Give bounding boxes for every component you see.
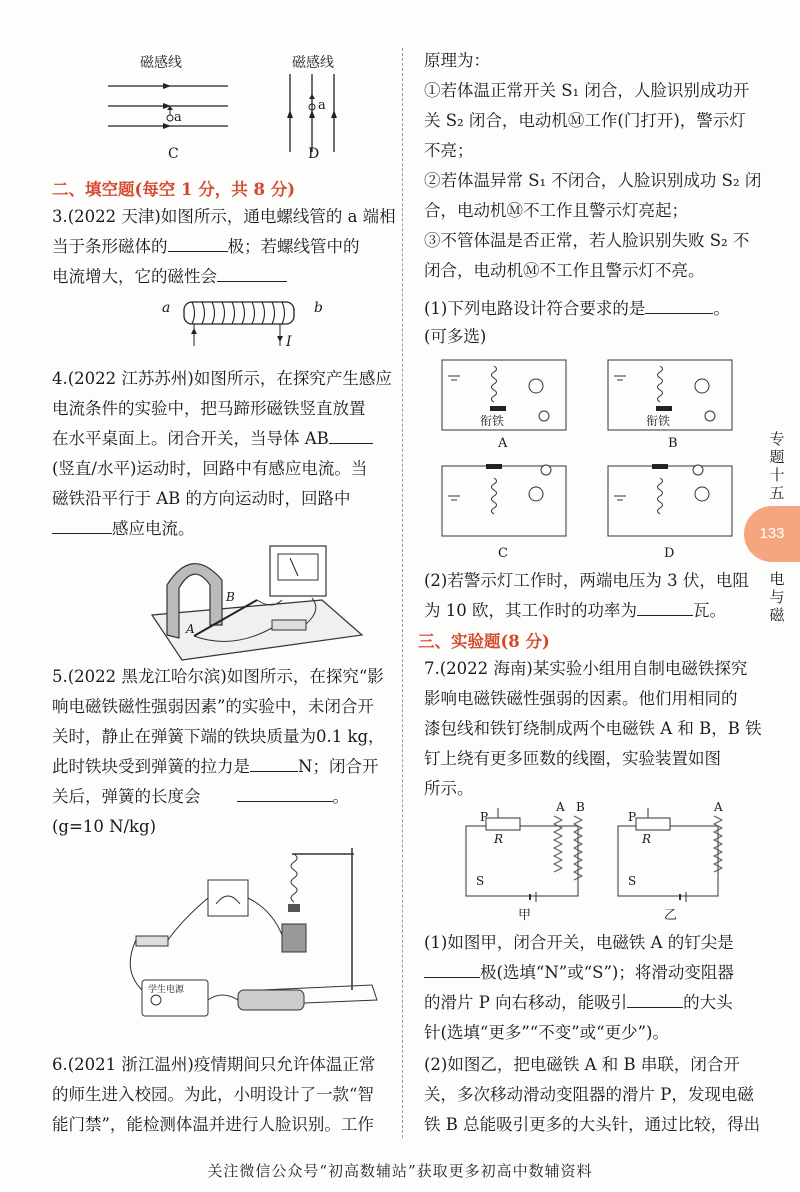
q7-1-line-3: 的滑片 P 向右移动，能吸引 的大头 — [424, 988, 733, 1018]
column-divider — [402, 48, 403, 1138]
q5-line-5: 关后，弹簧的长度会 。 — [52, 782, 349, 812]
q5-line-2: 响电磁铁磁性强弱因素”的实验中，未闭合开 — [52, 697, 374, 716]
solenoid-b: b — [314, 300, 323, 316]
q6-2-line-1: (2)若警示灯工作时，两端电压为 3 伏，电阻 — [424, 571, 749, 590]
circuit-c — [434, 458, 574, 544]
r-line-2: ①若体温正常开关 S₁ 闭合，人脸识别成功开 — [424, 81, 750, 100]
power-supply-label: 学生电源 — [148, 985, 185, 995]
fig7-yi-p: P — [628, 810, 637, 824]
figure-d-title: 磁感线 — [292, 55, 334, 71]
figure-d-point: a — [318, 98, 326, 113]
solenoid-figure — [178, 296, 318, 356]
q7-line-3: 漆包线和铁钉绕制成两个电磁铁 A 和 B，B 铁 — [424, 719, 762, 738]
fig7-yi-s: S — [628, 874, 637, 888]
q7-line-4: 钉上绕有更多匝数的线圈，实验装置如图 — [424, 749, 721, 768]
q4-line-3: 在水平桌面上。闭合开关，当导体 AB — [52, 424, 373, 454]
q7-blank-2[interactable] — [627, 989, 683, 1008]
q7-2-line-3: 铁 B 总能吸引更多的大头针，通过比较，得出 — [424, 1115, 761, 1134]
solenoid-current: I — [286, 334, 292, 350]
q6-line-1: 6.(2021 浙江温州)疫情期间只允许体温正常 — [52, 1055, 376, 1074]
q3-line-2: 当于条形磁体的 极；若螺线管中的 — [52, 232, 360, 262]
q6-line-2: 的师生进入校园。为此，小明设计了一款“智 — [52, 1085, 374, 1104]
r-line-10: (可多选) — [424, 327, 487, 346]
r-line-5: ②若体温异常 S₁ 不闭合，人脸识别成功 S₂ 闭 — [424, 171, 762, 190]
q3-line-3: 电流增大，它的磁性会 — [52, 262, 287, 292]
q4-line-6: 感应电流。 — [52, 514, 195, 544]
q5-line-6: (g=10 N/kg) — [52, 817, 157, 836]
q5-line-1: 5.(2022 黑龙江哈尔滨)如图所示，在探究“影 — [52, 667, 384, 686]
circuit-c-caption: C — [498, 546, 508, 561]
topic-char-2: 题 — [769, 448, 785, 466]
q4-line-1: 4.(2022 江苏苏州)如图所示，在探究产生感应 — [52, 369, 392, 388]
page-number-badge: 133 — [744, 506, 800, 562]
q6-2-line-2: 为 10 欧，其工作时的功率为 瓦。 — [424, 596, 726, 626]
q6-blank-1[interactable] — [645, 295, 713, 314]
q6-line-3: 能门禁”，能检测体温并进行人脸识别。工作 — [52, 1115, 374, 1134]
footer-note: 关注微信公众号“初高数辅站”获取更多初高中数辅资料 — [207, 1162, 593, 1180]
r-line-1: 原理为： — [424, 51, 490, 70]
fig7-yi-r: R — [642, 832, 652, 846]
q3-blank-1[interactable] — [168, 233, 228, 252]
q6-blank-2[interactable] — [637, 597, 693, 616]
topic-char-1: 专 — [769, 430, 785, 448]
r-line-9: (1)下列电路设计符合要求的是 。 — [424, 294, 730, 324]
fig7-jia-r: R — [494, 832, 504, 846]
fig7-jia-b: B — [576, 800, 585, 814]
solenoid-a: a — [162, 300, 171, 316]
r-line-6: 合，电动机Ⓜ不工作且警示灯亮起； — [424, 201, 688, 220]
circuit-d — [600, 458, 740, 544]
q4-blank-2[interactable] — [52, 515, 112, 534]
q7-1-line-4: 针(选填“更多”“不变”或“更少”)。 — [424, 1023, 669, 1042]
topic-char-4: 五 — [769, 484, 785, 502]
q5-line-4: 此时铁块受到弹簧的拉力是 N；闭合开 — [52, 752, 378, 782]
r-line-7: ③不管体温是否正常，若人脸识别失败 S₂ 不 — [424, 231, 750, 250]
q4-line-5: 磁铁沿平行于 AB 的方向运动时，回路中 — [52, 489, 351, 508]
magnet-label-a: A — [186, 622, 195, 636]
figure-c-point: a — [174, 110, 182, 125]
q7-line-1: 7.(2022 海南)某实验小组用自制电磁铁探究 — [424, 659, 748, 678]
section-experiment-title: 三、实验题(8 分) — [418, 632, 550, 651]
subject-char-2: 与 — [769, 588, 785, 606]
topic-char-3: 十 — [769, 466, 785, 484]
q7-line-5: 所示。 — [424, 779, 474, 798]
q7-1-line-1: (1)如图甲，闭合开关，电磁铁 A 的钉尖是 — [424, 933, 734, 952]
magnet-label-b: B — [226, 590, 235, 604]
horseshoe-magnet-figure — [112, 540, 382, 670]
circuit-b-caption: B — [668, 436, 678, 451]
r-line-3: 关 S₂ 闭合，电动机Ⓜ工作(门打开)，警示灯 — [424, 111, 746, 130]
subject-char-1: 电 — [769, 570, 785, 588]
r-line-8: 闭合，电动机Ⓜ不工作且警示灯不亮。 — [424, 261, 705, 280]
fig7-yi-a: A — [714, 800, 723, 814]
q5-line-3: 关时，静止在弹簧下端的铁块质量为0.1 kg， — [52, 727, 385, 746]
q7-2-line-2: 关，多次移动滑动变阻器的滑片 P，发现电磁 — [424, 1085, 754, 1104]
electromagnet-setup-figure — [122, 840, 382, 1040]
q3-line-1: 3.(2022 天津)如图所示，通电螺线管的 a 端相 — [52, 207, 396, 226]
subject-char-3: 磁 — [769, 606, 785, 624]
circuit-a-caption: A — [498, 436, 508, 451]
fig7-jia-s: S — [476, 874, 485, 888]
q3-blank-2[interactable] — [217, 263, 287, 282]
circuit-a-iron: 衔铁 — [480, 414, 505, 428]
circuit-b-iron: 衔铁 — [646, 414, 671, 428]
fig7-yi-caption: 乙 — [664, 908, 678, 923]
q4-line-2: 电流条件的实验中，把马蹄形磁铁竖直放置 — [52, 399, 366, 418]
q7-blank-1[interactable] — [424, 959, 480, 978]
r-line-4: 不亮； — [424, 141, 474, 160]
fig7-jia-a: A — [556, 800, 565, 814]
q7-1-line-2: 极(选填“N”或“S”)；将滑动变阻器 — [424, 958, 734, 988]
q7-2-line-1: (2)如图乙，把电磁铁 A 和 B 串联，闭合开 — [424, 1055, 740, 1074]
section-fill-in-title: 二、填空题(每空 1 分，共 8 分) — [52, 180, 296, 199]
q7-line-2: 影响电磁铁磁性强弱的因素。他们用相同的 — [424, 689, 738, 708]
figure-d-caption: D — [308, 146, 320, 162]
q5-blank-2[interactable] — [237, 783, 333, 802]
q4-blank-1[interactable] — [329, 425, 373, 444]
figure-c-caption: C — [168, 146, 179, 162]
fig7-jia-caption: 甲 — [518, 908, 532, 923]
q4-line-4: (竖直/水平)运动时，回路中有感应电流。当 — [52, 459, 368, 478]
fig7-jia-p: P — [480, 810, 489, 824]
q5-blank-1[interactable] — [250, 753, 298, 772]
figure-c-title: 磁感线 — [140, 55, 182, 71]
circuit-d-caption: D — [664, 546, 675, 561]
